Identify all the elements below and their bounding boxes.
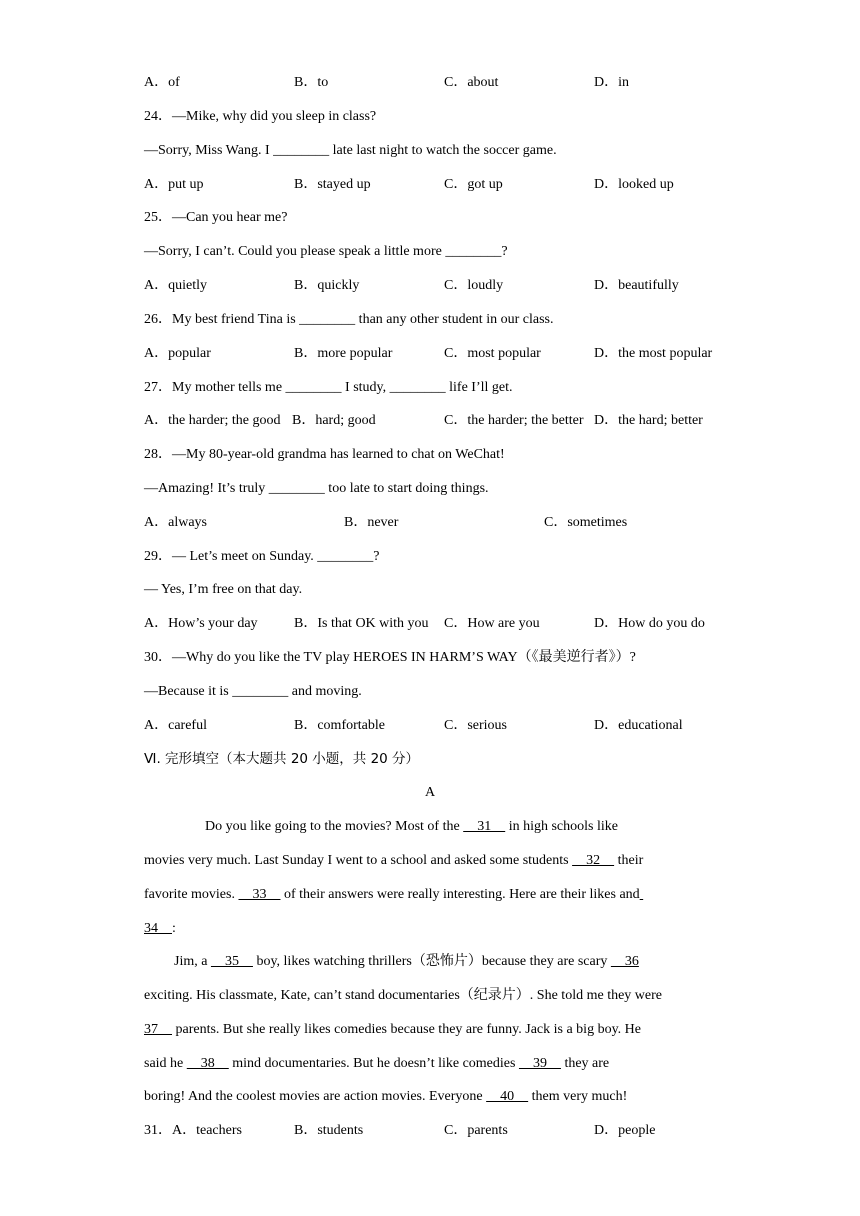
q25-option-c: C．loudly bbox=[444, 278, 504, 293]
q28-option-c: C．sometimes bbox=[544, 515, 628, 530]
blank-31: 31 bbox=[463, 819, 506, 834]
q28-reply: —Amazing! It’s truly ________ too late to start doing things. bbox=[144, 481, 489, 496]
blank-39: 39 bbox=[518, 1056, 561, 1071]
q31-option-d: D．people bbox=[594, 1123, 656, 1138]
q26-option-c: C．most popular bbox=[444, 346, 541, 361]
blank-36: 36 bbox=[610, 954, 639, 969]
q24-reply: —Sorry, Miss Wang. I ________ late last night to watch the soccer game. bbox=[144, 143, 557, 158]
q25-option-b: B．quickly bbox=[294, 278, 360, 293]
q25-stem: 25．—Can you hear me? bbox=[144, 210, 288, 225]
passage-line-3: favorite movies. 33 of their answers were really interesting. Here are their likes and bbox=[144, 887, 640, 902]
q29-option-a: A．How’s your day bbox=[144, 616, 258, 631]
q25-option-d: D．beautifully bbox=[594, 278, 679, 293]
blank-38: 38 bbox=[186, 1056, 229, 1071]
q26-option-d: D．the most popular bbox=[594, 346, 713, 361]
blank-33: 33 bbox=[238, 887, 281, 902]
q28-option-b: B．never bbox=[344, 515, 399, 530]
q26-option-a: A．popular bbox=[144, 346, 211, 361]
q27-option-a: A．the harder; the good bbox=[144, 413, 281, 428]
passage-part-label: A bbox=[424, 785, 436, 800]
passage-line-7: 37 parents. But she really likes comedies because they are funny. Jack is a big boy. He bbox=[144, 1022, 641, 1037]
q23-option-d: D．in bbox=[594, 75, 629, 90]
q29-option-d: D．How do you do bbox=[594, 616, 705, 631]
section-heading: Ⅵ. 完形填空（本大题共 20 小题，共 20 分） bbox=[144, 751, 420, 767]
q29-option-c: C．How are you bbox=[444, 616, 540, 631]
q31-option-c: C．parents bbox=[444, 1123, 508, 1138]
q25-option-a: A．quietly bbox=[144, 278, 207, 293]
passage-line-9: boring! And the coolest movies are action movies. Everyone 40 them very much! bbox=[144, 1089, 628, 1104]
q30-option-a: A．careful bbox=[144, 718, 207, 733]
q24-option-d: D．looked up bbox=[594, 177, 674, 192]
q23-option-b: B．to bbox=[294, 75, 329, 90]
q27-option-d: D．the hard; better bbox=[594, 413, 703, 428]
q30-reply: —Because it is ________ and moving. bbox=[144, 684, 362, 699]
q29-option-b: B．Is that OK with you bbox=[294, 616, 429, 631]
q30-option-b: B．comfortable bbox=[294, 718, 385, 733]
blank-40: 40 bbox=[486, 1089, 529, 1104]
q30-option-d: D．educational bbox=[594, 718, 683, 733]
q24-option-a: A．put up bbox=[144, 177, 204, 192]
blank-32: 32 bbox=[572, 853, 615, 868]
q27-stem: 27．My mother tells me ________ I study, ________ life I’ll get. bbox=[144, 380, 513, 395]
q29-reply: — Yes, I’m free on that day. bbox=[144, 582, 303, 597]
q31-option-b: B．students bbox=[294, 1123, 364, 1138]
q26-option-b: B．more popular bbox=[294, 346, 393, 361]
q27-option-c: C．the harder; the better bbox=[444, 413, 584, 428]
q30-option-c: C．serious bbox=[444, 718, 507, 733]
passage-line-4: 34 : bbox=[144, 921, 176, 936]
passage-line-2: movies very much. Last Sunday I went to a school and asked some students 32 their bbox=[144, 853, 644, 868]
passage-line-5: Jim, a 35 boy, likes watching thrillers（恐怖片）because they are scary 36 bbox=[174, 954, 639, 969]
q26-stem: 26．My best friend Tina is ________ than any other student in our class. bbox=[144, 312, 554, 327]
q28-option-a: A．always bbox=[144, 515, 207, 530]
blank-34: 34 bbox=[144, 921, 172, 936]
q24-option-c: C．got up bbox=[444, 177, 503, 192]
passage-line-6: exciting. His classmate, Kate, can’t stand documentaries（纪录片）. She told me they were bbox=[144, 988, 662, 1003]
q29-stem: 29．— Let’s meet on Sunday. ________? bbox=[144, 549, 380, 564]
q23-option-c: C．about bbox=[444, 75, 499, 90]
q24-stem: 24．—Mike, why did you sleep in class? bbox=[144, 109, 377, 124]
passage-line-8: said he 38 mind documentaries. But he doesn’t like comedies 39 they are bbox=[144, 1056, 610, 1071]
q27-option-b: B．hard; good bbox=[292, 413, 376, 428]
q25-reply: —Sorry, I can’t. Could you please speak a little more ________? bbox=[144, 244, 508, 259]
q23-option-a: A．of bbox=[144, 75, 180, 90]
blank-37: 37 bbox=[144, 1022, 172, 1037]
blank-35: 35 bbox=[210, 954, 253, 969]
q30-stem: 30．—Why do you like the TV play HEROES IN HARM’S WAY（《最美逆行者》）? bbox=[144, 650, 636, 665]
q31-option-a: 31．A．teachers bbox=[144, 1123, 242, 1138]
passage-line-1: Do you like going to the movies? Most of the 31 in high schools like bbox=[205, 819, 618, 834]
q24-option-b: B．stayed up bbox=[294, 177, 371, 192]
q28-stem: 28．—My 80-year-old grandma has learned to chat on WeChat! bbox=[144, 447, 505, 462]
